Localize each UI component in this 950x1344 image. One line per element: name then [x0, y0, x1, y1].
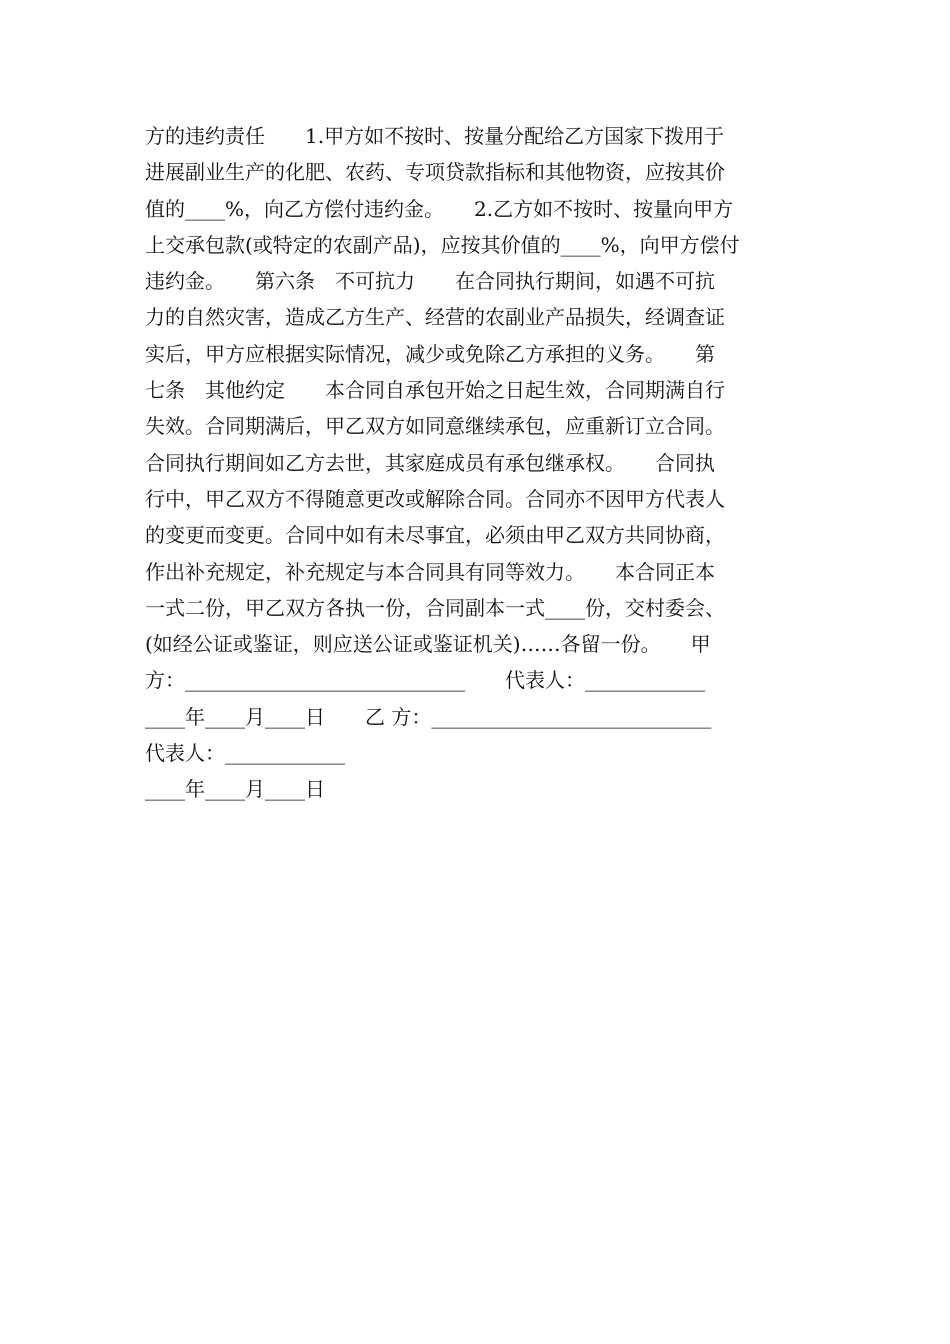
party-a-signature-line: 方：____________________________ 代表人：____________	[145, 668, 705, 693]
party-b-signature-line: ____年____月____日 乙 方：____________________________	[145, 704, 712, 729]
text-line: 值的____%，向乙方偿付违约金。 2.乙方如不按时、按量向甲方	[145, 196, 734, 221]
text-line: 进展副业生产的化肥、农药、专项贷款指标和其他物资，应按其价	[145, 160, 725, 185]
text-line: 一式二份，甲乙双方各执一份，合同副本一式____份，交村委会、	[145, 595, 725, 620]
text-line: 七条 其他约定 本合同自承包开始之日起生效，合同期满自行	[145, 378, 725, 403]
text-line: 违约金。 第六条 不可抗力 在合同执行期间，如遇不可抗	[145, 269, 715, 294]
text-line: (如经公证或鉴证，则应送公证或鉴证机关)……各留一份。 甲	[145, 632, 711, 657]
text-line: 失效。合同期满后，甲乙双方如同意继续承包，应重新订立合同。	[145, 414, 725, 439]
text-line: 上交承包款(或特定的农副产品)，应按其价值的____%，向甲方偿付	[145, 232, 740, 257]
text-line: 行中，甲乙双方不得随意更改或解除合同。合同亦不因甲方代表人	[145, 486, 725, 511]
text-line: 作出补充规定，补充规定与本合同具有同等效力。 本合同正本	[145, 559, 715, 584]
text-line: 方的违约责任 1.甲方如不按时、按量分配给乙方国家下拨用于	[145, 124, 725, 148]
representative-line: 代表人：____________	[145, 741, 345, 766]
date-line: ____年____月____日	[145, 777, 325, 802]
contract-text	[145, 118, 815, 808]
text-line: 的变更而变更。合同中如有未尽事宜，必须由甲乙双方共同协商，	[145, 523, 725, 548]
text-line: 实后，甲方应根据实际情况，减少或免除乙方承担的义务。 第	[145, 341, 715, 366]
text-line: 力的自然灾害，造成乙方生产、经营的农副业产品损失，经调查证	[145, 305, 725, 330]
text-line: 合同执行期间如乙方去世，其家庭成员有承包继承权。 合同执	[145, 450, 715, 475]
